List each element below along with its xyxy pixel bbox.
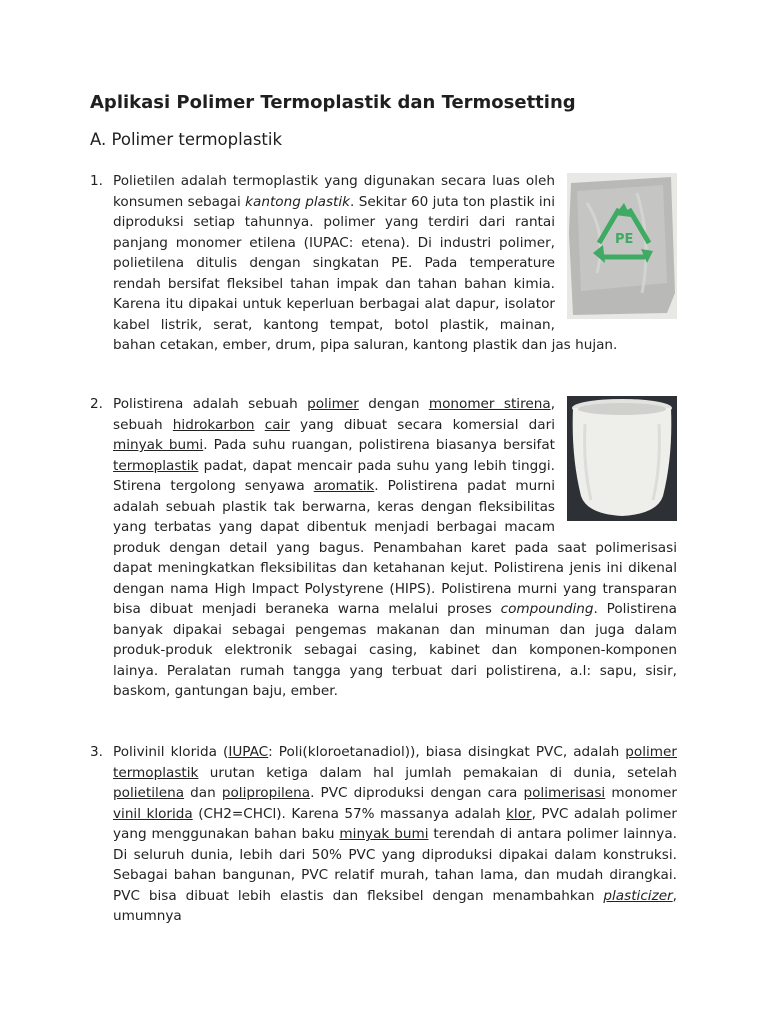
pe-label: PE <box>615 232 634 247</box>
paragraph-text: Polivinil klorida (IUPAC: Poli(kloroetanadiol)), biasa disingkat PVC, adalah polimer termoplastik urutan ketiga dalam hal jumlah pemakaian di dunia, setelah polietilena dan polipropilena. PVC diproduksi dengan cara polimerisasi monomer vinil klorida (CH2=CHCl). Karena 57% massanya adalah klor, PVC adalah polimer yang menggunakan bahan baku minyak bumi terendah di antara polimer lainnya. Di seluruh dunia, lebih dari 50% PVC yang diproduksi dipakai dalam konstruksi. Sebagai bahan bangunan, PVC relatif murah, tahan lama, dan mudah dirangkai. PVC bisa dibuat lebih elastis dan fleksibel dengan menambahkan plasticizer, umumnya <box>113 744 678 924</box>
document-title: Aplikasi Polimer Termoplastik dan Termosetting <box>90 92 576 113</box>
list-item-body <box>113 394 677 702</box>
list-item-polistirena <box>90 394 677 702</box>
section-heading: A. Polimer termoplastik <box>90 130 283 149</box>
list-item-polivinil-klorida <box>90 742 677 927</box>
list-item-body <box>113 171 677 356</box>
list-number: 1. <box>90 173 103 189</box>
list-number: 2. <box>90 396 103 412</box>
list-item-polietilen <box>90 171 677 356</box>
paragraph-text: Polistirena adalah sebuah polimer dengan monomer stirena, sebuah hidrokarbon cair yang dibuat secara komersial dari minyak bumi. Pada suhu ruangan, polistirena biasanya bersifat termoplastik padat, dapat mencair pada suhu yang lebih tinggi. Stirena tergolong senyawa aromatik. Polistirena padat murni adalah sebuah plastik tak berwarna, keras dengan fleksibilitas yang terbatas yang dapat dibentuk menjadi berbagai macam produk dengan detail yang bagus. Penambahan karet pada saat polimerisasi dapat meningkatkan fleksibilitas dan ketahanan kejut. Polistirena jenis ini dikenal dengan nama High Impact Polystyrene (HIPS). Polistirena murni yang transparan bisa dibuat menjadi beraneka warna melalui proses compounding. Polistirena banyak dipakai sebagai pengemas makanan dan minuman dan juga dalam produk-produk elektronik sebagai casing, kabinet dan komponen-komponen lainya. Peralatan rumah tangga yang terbuat dari polistirena, a.l: sapu, sisir, baskom, gantungan baju, ember. <box>113 396 677 699</box>
plastic-bag-pe-image <box>567 173 677 319</box>
list-item-body <box>113 742 677 927</box>
paragraph-text: Polietilen adalah termoplastik yang digunakan secara luas oleh konsumen sebagai kantong plastik. Sekitar 60 juta ton plastik ini diproduksi setiap tahunnya. polimer yang terdiri dari rantai panjang monomer etilena (IUPAC: etena). Di industri polimer, polietilena ditulis dengan singkatan PE. Pada temperature rendah bersifat fleksibel tahan impak dan tahan bahan kimia. Karena itu dipakai untuk keperluan berbagai alat dapur, isolator kabel listrik, serat, kantong tempat, botol plastik, mainan, bahan cetakan, ember, drum, pipa saluran, kantong plastik dan jas hujan. <box>113 173 618 353</box>
list-number: 3. <box>90 744 103 760</box>
polystyrene-cup-image <box>567 396 677 521</box>
